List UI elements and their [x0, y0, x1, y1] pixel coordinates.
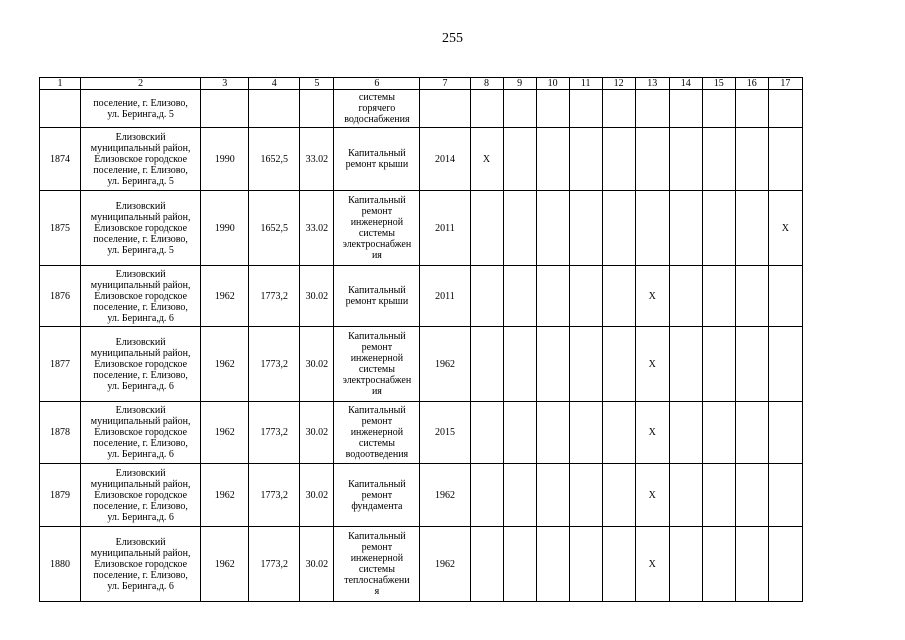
mark-cell — [503, 527, 536, 602]
column-number: 5 — [300, 78, 334, 90]
mark-cell — [702, 266, 735, 327]
mark-cell — [569, 327, 602, 402]
mark-cell — [503, 266, 536, 327]
year-built-cell: 1990 — [201, 191, 249, 266]
address-cell: Елизовский муниципальный район, Елизовское городское поселение, г. Елизово, ул. Беринга,д. 6 — [81, 266, 201, 327]
address-cell: Елизовский муниципальный район, Елизовское городское поселение, г. Елизово, ул. Беринга,д. 6 — [81, 402, 201, 464]
table-row — [40, 90, 803, 128]
code-cell: 30.02 — [300, 402, 334, 464]
mark-cell — [602, 327, 635, 402]
mark-cell — [602, 128, 635, 191]
address-cell: поселение, г. Елизово, ул. Беринга,д. 5 — [81, 90, 201, 128]
mark-cell — [768, 90, 802, 128]
mark-cell: X — [470, 128, 503, 191]
work-type-cell: Капитальный ремонт инженерной системы электроснабжен ия — [334, 327, 420, 402]
row-number: 1877 — [40, 327, 81, 402]
mark-cell — [702, 402, 735, 464]
address-cell: Елизовский муниципальный район, Елизовское городское поселение, г. Елизово, ул. Беринга,д. 6 — [81, 464, 201, 527]
mark-cell — [470, 266, 503, 327]
mark-cell — [669, 90, 702, 128]
row-number: 1876 — [40, 266, 81, 327]
mark-cell — [503, 128, 536, 191]
area-cell: 1773,2 — [249, 266, 300, 327]
page-number: 255 — [442, 31, 463, 46]
mark-cell — [602, 266, 635, 327]
column-number: 7 — [420, 78, 470, 90]
address-cell: Елизовский муниципальный район, Елизовское городское поселение, г. Елизово, ул. Беринга,д. 5 — [81, 128, 201, 191]
row-number: 1874 — [40, 128, 81, 191]
column-number: 9 — [503, 78, 536, 90]
mark-cell — [735, 128, 768, 191]
mark-cell — [602, 402, 635, 464]
mark-cell: X — [635, 464, 669, 527]
column-number: 1 — [40, 78, 81, 90]
area-cell: 1652,5 — [249, 191, 300, 266]
mark-cell — [602, 191, 635, 266]
row-number — [40, 90, 81, 128]
mark-cell — [536, 527, 569, 602]
code-cell: 30.02 — [300, 266, 334, 327]
year-built-cell: 1962 — [201, 402, 249, 464]
mark-cell — [702, 191, 735, 266]
mark-cell — [669, 191, 702, 266]
work-type-cell: Капитальный ремонт инженерной системы теплоснабжени я — [334, 527, 420, 602]
code-cell: 33.02 — [300, 128, 334, 191]
mark-cell — [702, 90, 735, 128]
table-row — [40, 191, 803, 266]
mark-cell — [768, 527, 802, 602]
area-cell: 1652,5 — [249, 128, 300, 191]
table-row — [40, 527, 803, 602]
mark-cell — [569, 527, 602, 602]
repair-table — [39, 77, 803, 602]
mark-cell — [503, 402, 536, 464]
mark-cell — [536, 90, 569, 128]
mark-cell — [569, 128, 602, 191]
mark-cell — [602, 90, 635, 128]
mark-cell — [635, 191, 669, 266]
code-cell: 33.02 — [300, 191, 334, 266]
row-number: 1880 — [40, 527, 81, 602]
year-built-cell: 1990 — [201, 128, 249, 191]
mark-cell — [768, 464, 802, 527]
mark-cell — [569, 191, 602, 266]
mark-cell — [569, 464, 602, 527]
mark-cell — [768, 266, 802, 327]
column-number: 3 — [201, 78, 249, 90]
mark-cell — [470, 402, 503, 464]
mark-cell: X — [635, 402, 669, 464]
year-built-cell: 1962 — [201, 266, 249, 327]
mark-cell — [669, 128, 702, 191]
code-cell: 30.02 — [300, 527, 334, 602]
mark-cell: X — [768, 191, 802, 266]
table-row — [40, 464, 803, 527]
repair-year-cell: 2011 — [420, 191, 470, 266]
year-built-cell: 1962 — [201, 527, 249, 602]
work-type-cell: Капитальный ремонт крыши — [334, 128, 420, 191]
repair-year-cell: 2014 — [420, 128, 470, 191]
table-row — [40, 327, 803, 402]
work-type-cell: Капитальный ремонт инженерной системы электроснабжен ия — [334, 191, 420, 266]
mark-cell — [735, 527, 768, 602]
repair-year-cell: 2015 — [420, 402, 470, 464]
header-row — [40, 78, 803, 90]
mark-cell — [536, 191, 569, 266]
column-number: 10 — [536, 78, 569, 90]
mark-cell — [569, 90, 602, 128]
column-number: 13 — [635, 78, 669, 90]
mark-cell — [536, 266, 569, 327]
area-cell: 1773,2 — [249, 464, 300, 527]
mark-cell — [702, 527, 735, 602]
area-cell: 1773,2 — [249, 527, 300, 602]
table-row — [40, 266, 803, 327]
table-row — [40, 402, 803, 464]
year-built-cell — [201, 90, 249, 128]
code-cell: 30.02 — [300, 327, 334, 402]
year-built-cell: 1962 — [201, 464, 249, 527]
mark-cell — [503, 90, 536, 128]
work-type-cell: Капитальный ремонт инженерной системы водоотведения — [334, 402, 420, 464]
mark-cell — [735, 266, 768, 327]
address-cell: Елизовский муниципальный район, Елизовское городское поселение, г. Елизово, ул. Беринга,д. 5 — [81, 191, 201, 266]
work-type-cell: Капитальный ремонт крыши — [334, 266, 420, 327]
mark-cell — [735, 90, 768, 128]
work-type-cell: Капитальный ремонт фундамента — [334, 464, 420, 527]
mark-cell — [768, 327, 802, 402]
repair-year-cell: 2011 — [420, 266, 470, 327]
area-cell — [249, 90, 300, 128]
mark-cell: X — [635, 527, 669, 602]
mark-cell — [768, 128, 802, 191]
mark-cell — [470, 527, 503, 602]
row-number: 1875 — [40, 191, 81, 266]
address-cell: Елизовский муниципальный район, Елизовское городское поселение, г. Елизово, ул. Беринга,д. 6 — [81, 327, 201, 402]
mark-cell — [669, 464, 702, 527]
mark-cell — [503, 327, 536, 402]
mark-cell — [536, 402, 569, 464]
table-row — [40, 128, 803, 191]
mark-cell — [735, 402, 768, 464]
mark-cell — [470, 90, 503, 128]
column-number: 12 — [602, 78, 635, 90]
column-number: 17 — [768, 78, 802, 90]
column-number: 6 — [334, 78, 420, 90]
column-number: 11 — [569, 78, 602, 90]
mark-cell — [635, 128, 669, 191]
column-number: 8 — [470, 78, 503, 90]
mark-cell — [569, 402, 602, 464]
mark-cell: X — [635, 266, 669, 327]
mark-cell — [503, 191, 536, 266]
mark-cell — [470, 464, 503, 527]
mark-cell — [702, 327, 735, 402]
repair-year-cell: 1962 — [420, 527, 470, 602]
area-cell: 1773,2 — [249, 402, 300, 464]
mark-cell — [768, 402, 802, 464]
mark-cell — [536, 464, 569, 527]
row-number: 1878 — [40, 402, 81, 464]
mark-cell — [669, 327, 702, 402]
mark-cell: X — [635, 327, 669, 402]
mark-cell — [536, 327, 569, 402]
year-built-cell: 1962 — [201, 327, 249, 402]
row-number: 1879 — [40, 464, 81, 527]
mark-cell — [569, 266, 602, 327]
mark-cell — [602, 464, 635, 527]
mark-cell — [470, 191, 503, 266]
column-number: 15 — [702, 78, 735, 90]
mark-cell — [470, 327, 503, 402]
repair-year-cell: 1962 — [420, 327, 470, 402]
mark-cell — [602, 527, 635, 602]
repair-year-cell — [420, 90, 470, 128]
repair-year-cell: 1962 — [420, 464, 470, 527]
column-number: 16 — [735, 78, 768, 90]
code-cell: 30.02 — [300, 464, 334, 527]
column-number: 4 — [249, 78, 300, 90]
mark-cell — [735, 327, 768, 402]
mark-cell — [669, 266, 702, 327]
mark-cell — [503, 464, 536, 527]
mark-cell — [735, 191, 768, 266]
mark-cell — [669, 527, 702, 602]
work-type-cell: системы горячего водоснабжения — [334, 90, 420, 128]
area-cell: 1773,2 — [249, 327, 300, 402]
column-number: 14 — [669, 78, 702, 90]
address-cell: Елизовский муниципальный район, Елизовское городское поселение, г. Елизово, ул. Беринга,д. 6 — [81, 527, 201, 602]
mark-cell — [635, 90, 669, 128]
column-number: 2 — [81, 78, 201, 90]
mark-cell — [702, 464, 735, 527]
mark-cell — [536, 128, 569, 191]
mark-cell — [669, 402, 702, 464]
mark-cell — [735, 464, 768, 527]
code-cell — [300, 90, 334, 128]
mark-cell — [702, 128, 735, 191]
